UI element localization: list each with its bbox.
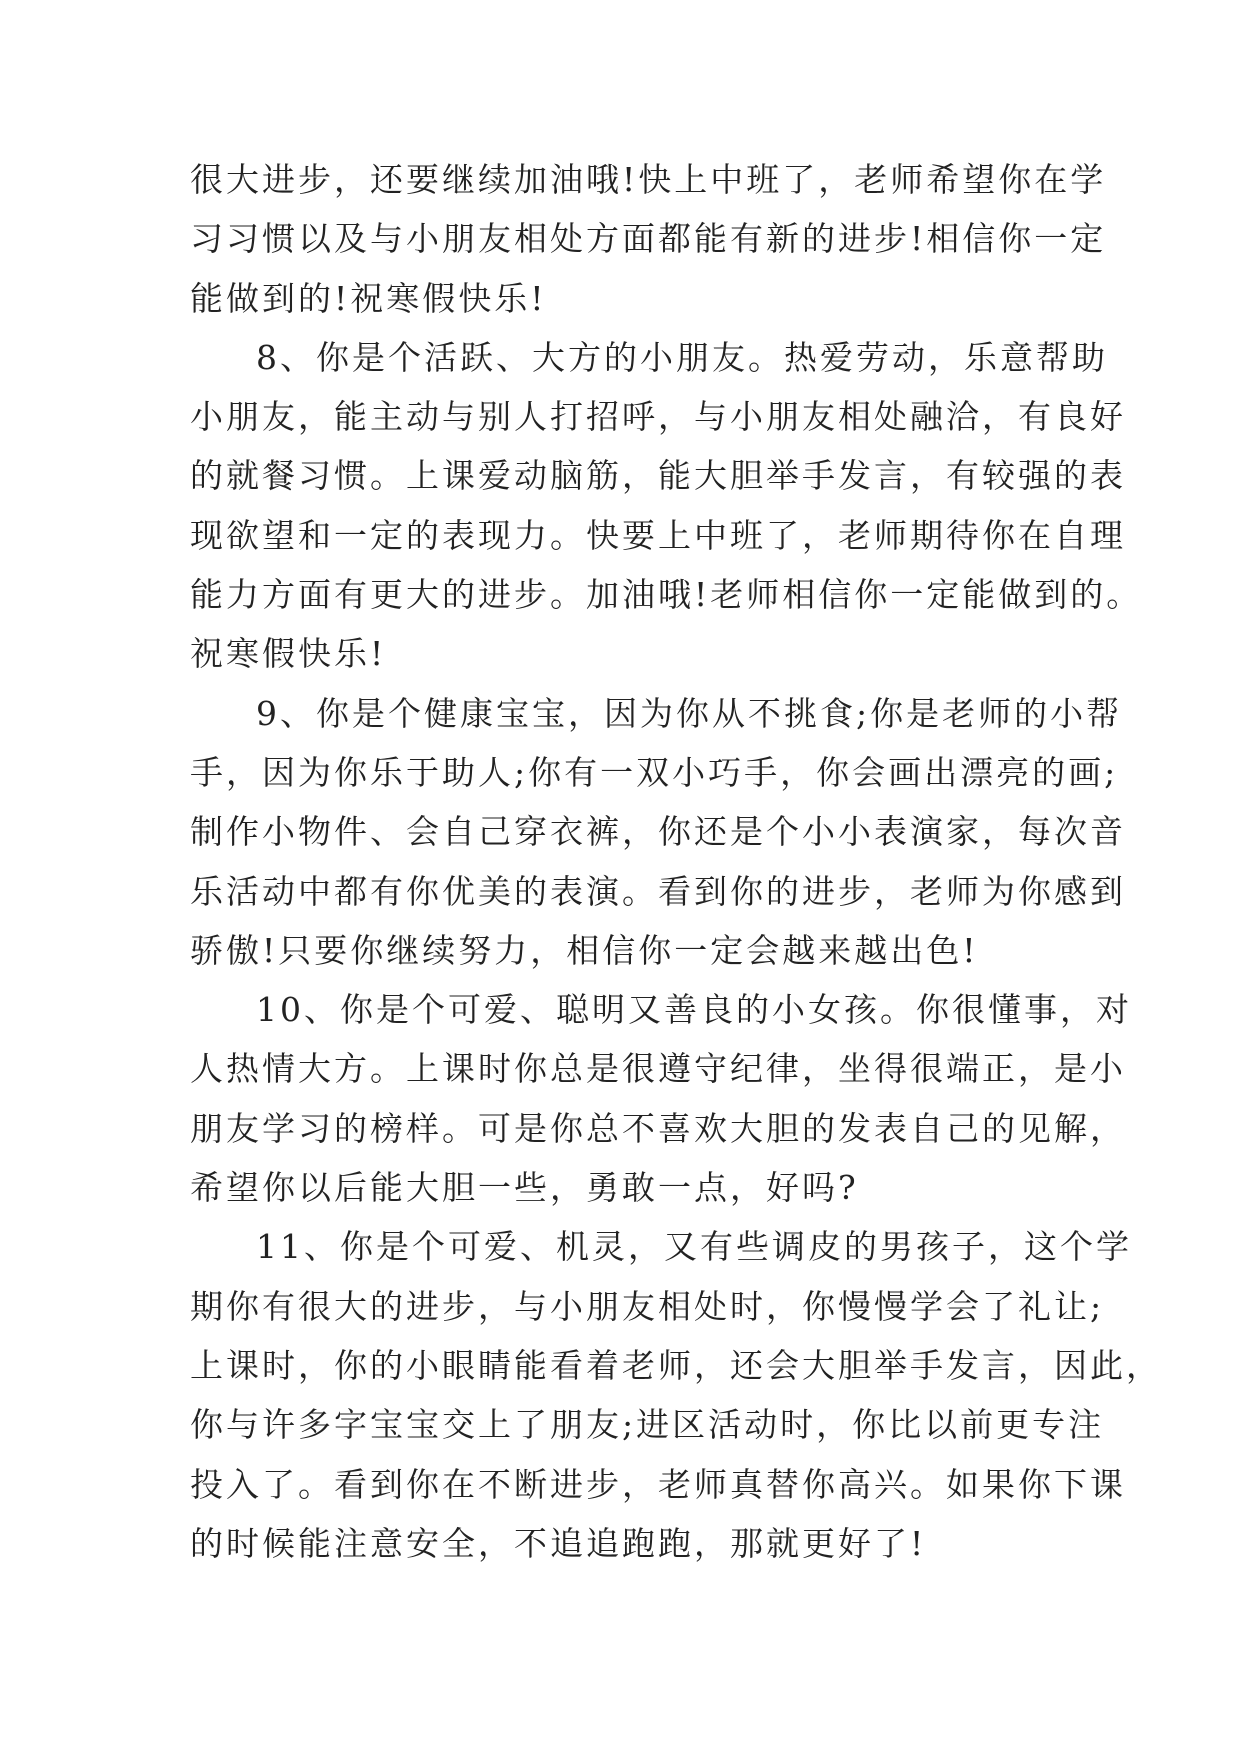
text-line: 能力方面有更大的进步。加油哦!老师相信你一定能做到的。 <box>190 575 1143 615</box>
text-line: 的就餐习惯。上课爱动脑筋，能大胆举手发言，有较强的表 <box>190 456 1126 496</box>
text-line: 能做到的!祝寒假快乐! <box>190 278 547 318</box>
text-line: 上课时，你的小眼睛能看着老师，还会大胆举手发言，因此， <box>190 1345 1162 1385</box>
text-line: 制作小物件、会自己穿衣裤，你还是个小小表演家，每次音 <box>190 812 1126 852</box>
text-line: 人热情大方。上课时你总是很遵守纪律，坐得很端正，是小 <box>190 1049 1126 1089</box>
paragraph-9 <box>190 684 1126 980</box>
text-line: 的时候能注意安全，不追追跑跑，那就更好了! <box>190 1523 927 1563</box>
text-line: 8、你是个活跃、大方的小朋友。热爱劳动，乐意帮助 <box>256 337 1108 377</box>
paragraph-8 <box>190 328 1143 684</box>
text-line: 期你有很大的进步，与小朋友相处时，你慢慢学会了礼让; <box>190 1286 1105 1326</box>
paragraph-10 <box>190 980 1132 1217</box>
paragraph-7-continued <box>190 150 1107 328</box>
document-body <box>190 150 1162 1573</box>
text-line: 投入了。看到你在不断进步，老师真替你高兴。如果你下课 <box>190 1464 1126 1504</box>
text-line: 9、你是个健康宝宝，因为你从不挑食;你是老师的小帮 <box>256 693 1123 733</box>
text-line: 很大进步，还要继续加油哦!快上中班了，老师希望你在学 <box>190 160 1107 199</box>
text-line: 10、你是个可爱、聪明又善良的小女孩。你很懂事，对 <box>256 990 1132 1030</box>
paragraph-11 <box>190 1217 1162 1573</box>
text-line: 习习惯以及与小朋友相处方面都能有新的进步!相信你一定 <box>190 219 1107 259</box>
text-line: 祝寒假快乐! <box>190 634 387 674</box>
text-line: 11、你是个可爱、机灵，又有些调皮的男孩子，这个学 <box>256 1227 1132 1267</box>
text-line: 希望你以后能大胆一些，勇敢一点，好吗? <box>190 1168 859 1208</box>
text-line: 你与许多字宝宝交上了朋友;进区活动时，你比以前更专注 <box>190 1405 1105 1445</box>
text-line: 小朋友，能主动与别人打招呼，与小朋友相处融洽，有良好 <box>190 397 1126 437</box>
text-line: 手，因为你乐于助人;你有一双小巧手，你会画出漂亮的画; <box>190 752 1119 792</box>
text-line: 朋友学习的榜样。可是你总不喜欢大胆的发表自己的见解， <box>190 1108 1126 1148</box>
text-line: 骄傲!只要你继续努力，相信你一定会越来越出色! <box>190 930 979 970</box>
text-line: 乐活动中都有你优美的表演。看到你的进步，老师为你感到 <box>190 871 1126 911</box>
text-line: 现欲望和一定的表现力。快要上中班了，老师期待你在自理 <box>190 515 1126 555</box>
